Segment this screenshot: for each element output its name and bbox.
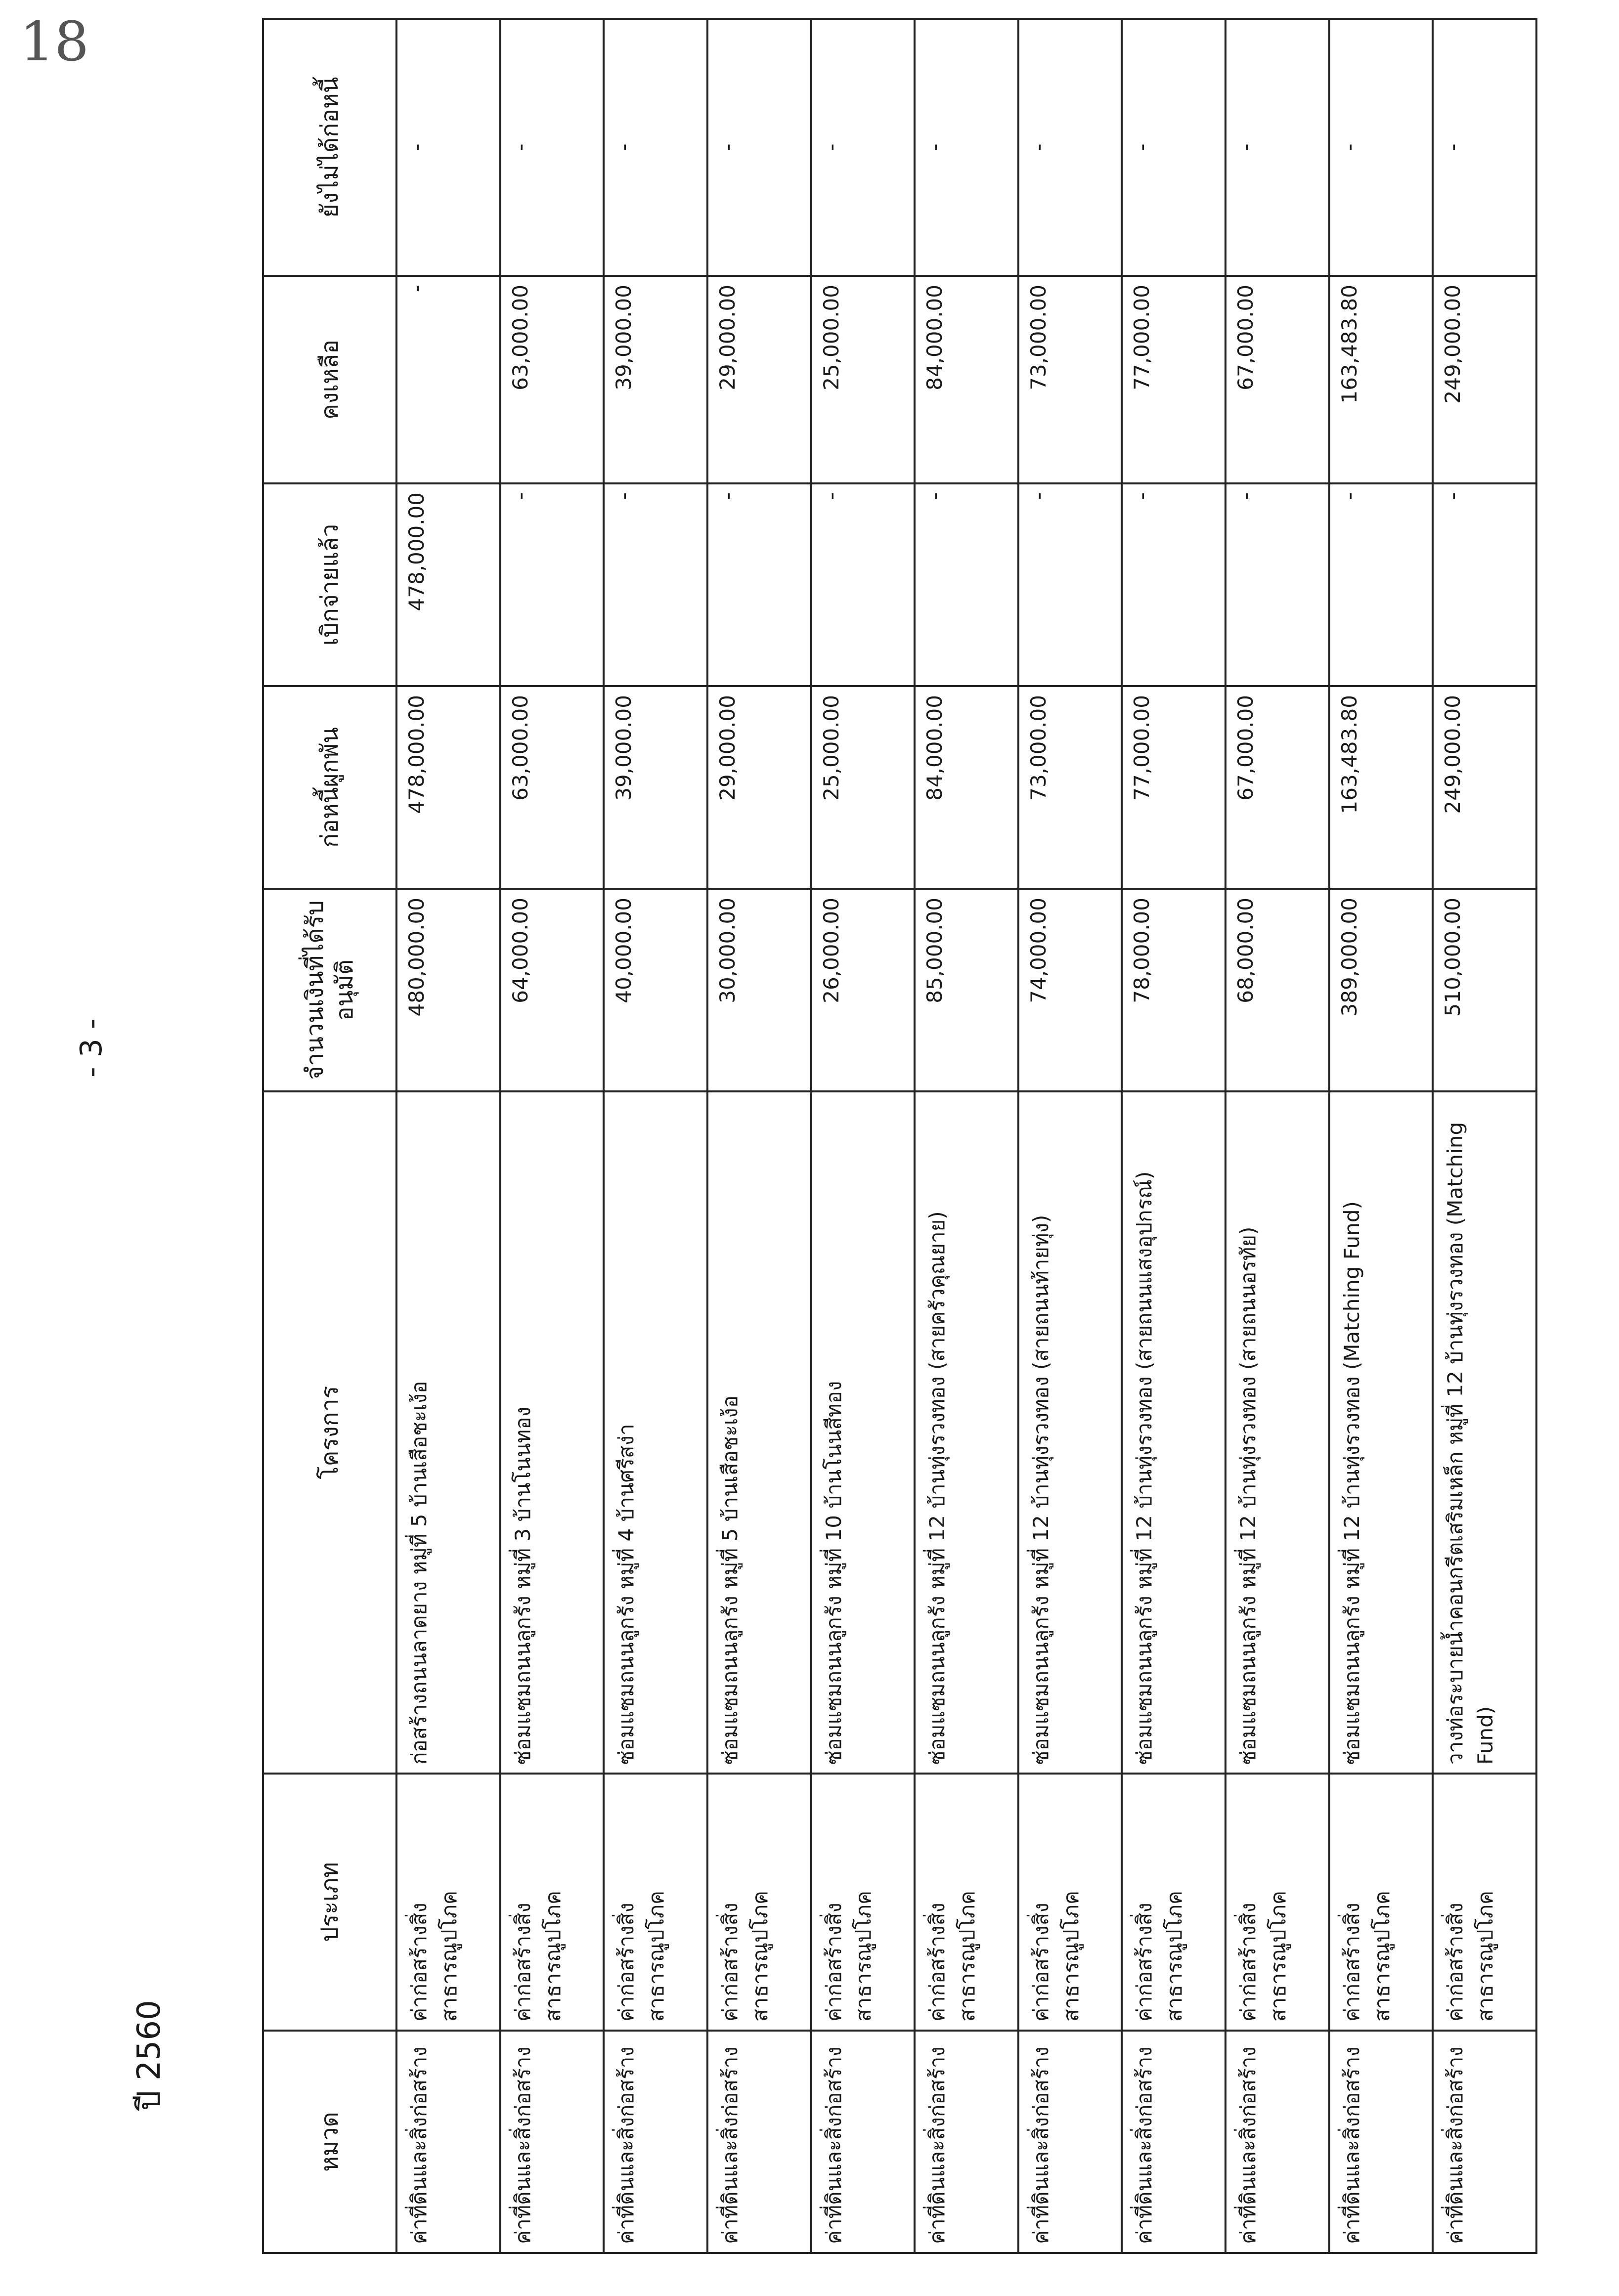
cell-category: ค่าที่ดินและสิ่งก่อสร้าง (1018, 2031, 1122, 2253)
table-row (1433, 19, 1536, 2253)
cell-disbursed: - (915, 483, 1018, 686)
cell-approved: 30,000.00 (707, 889, 811, 1091)
header-disbursed: เบิกจ่ายแล้ว (263, 483, 396, 686)
cell-committed: 73,000.00 (1018, 686, 1122, 889)
cell-committed: 163,483.80 (1329, 686, 1433, 889)
cell-type: ค่าก่อสร้างสิ่งสาธารณูปโภค (1329, 1774, 1433, 2031)
cell-disbursed: - (811, 483, 915, 686)
cell-category: ค่าที่ดินและสิ่งก่อสร้าง (1225, 2031, 1329, 2253)
cell-not-committed: - (811, 19, 915, 276)
table-row (500, 19, 604, 2253)
cell-remaining: 29,000.00 (707, 276, 811, 483)
table-row (1122, 19, 1225, 2253)
cell-remaining: 63,000.00 (500, 276, 604, 483)
cell-type: ค่าก่อสร้างสิ่งสาธารณูปโภค (1122, 1774, 1225, 2031)
cell-disbursed: - (1329, 483, 1433, 686)
table-row (604, 19, 707, 2253)
cell-not-committed: - (604, 19, 707, 276)
cell-remaining: 84,000.00 (915, 276, 1018, 483)
header-not-committed: ยังไม่ได้ก่อหนี้ (263, 19, 396, 276)
cell-not-committed: - (1433, 19, 1536, 276)
cell-remaining: 67,000.00 (1225, 276, 1329, 483)
cell-approved: 85,000.00 (915, 889, 1018, 1091)
cell-committed: 84,000.00 (915, 686, 1018, 889)
cell-approved: 64,000.00 (500, 889, 604, 1091)
cell-not-committed: - (1018, 19, 1122, 276)
cell-committed: 25,000.00 (811, 686, 915, 889)
cell-remaining: 39,000.00 (604, 276, 707, 483)
cell-not-committed: - (396, 19, 500, 276)
table-row (1329, 19, 1433, 2253)
cell-remaining: 73,000.00 (1018, 276, 1122, 483)
cell-not-committed: - (500, 19, 604, 276)
cell-disbursed: - (707, 483, 811, 686)
header-project: โครงการ (263, 1091, 396, 1774)
cell-approved: 78,000.00 (1122, 889, 1225, 1091)
cell-remaining: - (396, 276, 500, 483)
cell-type: ค่าก่อสร้างสิ่งสาธารณูปโภค (811, 1774, 915, 2031)
cell-category: ค่าที่ดินและสิ่งก่อสร้าง (396, 2031, 500, 2253)
cell-category: ค่าที่ดินและสิ่งก่อสร้าง (707, 2031, 811, 2253)
cell-category: ค่าที่ดินและสิ่งก่อสร้าง (1329, 2031, 1433, 2253)
cell-project: วางท่อระบายน้ำคอนกรีตเสริมเหล็ก หมู่ที่ 12 บ้านทุ่งรวงทอง (Matching Fund) (1433, 1091, 1536, 1774)
cell-category: ค่าที่ดินและสิ่งก่อสร้าง (811, 2031, 915, 2253)
cell-project: ซ่อมแซมถนนลูกรัง หมู่ที่ 4 บ้านศรีสง่า (604, 1091, 707, 1774)
table-row (707, 19, 811, 2253)
cell-committed: 67,000.00 (1225, 686, 1329, 889)
cell-disbursed: - (1018, 483, 1122, 686)
cell-type: ค่าก่อสร้างสิ่งสาธารณูปโภค (1225, 1774, 1329, 2031)
page-number: - 3 - (74, 1018, 109, 1078)
cell-type: ค่าก่อสร้างสิ่งสาธารณูปโภค (915, 1774, 1018, 2031)
cell-committed: 77,000.00 (1122, 686, 1225, 889)
header-committed: ก่อหนี้ผูกพัน (263, 686, 396, 889)
cell-approved: 389,000.00 (1329, 889, 1433, 1091)
cell-committed: 249,000.00 (1433, 686, 1536, 889)
cell-disbursed: 478,000.00 (396, 483, 500, 686)
header-approved: จำนวนเงินที่ได้รับอนุมัติ (263, 889, 396, 1091)
cell-disbursed: - (1225, 483, 1329, 686)
header-remaining: คงเหลือ (263, 276, 396, 483)
cell-project: ซ่อมแซมถนนลูกรัง หมู่ที่ 10 บ้านโนนสีทอง (811, 1091, 915, 1774)
cell-remaining: 249,000.00 (1433, 276, 1536, 483)
cell-approved: 510,000.00 (1433, 889, 1536, 1091)
table-header-row (263, 19, 396, 2253)
handwritten-page-note: 18 (20, 10, 89, 73)
rotated-table-wrapper (262, 20, 1537, 2254)
cell-type: ค่าก่อสร้างสิ่งสาธารณูปโภค (707, 1774, 811, 2031)
cell-project: ซ่อมแซมถนนลูกรัง หมู่ที่ 3 บ้านโนนทอง (500, 1091, 604, 1774)
cell-category: ค่าที่ดินและสิ่งก่อสร้าง (1122, 2031, 1225, 2253)
cell-committed: 478,000.00 (396, 686, 500, 889)
cell-type: ค่าก่อสร้างสิ่งสาธารณูปโภค (500, 1774, 604, 2031)
cell-not-committed: - (1225, 19, 1329, 276)
cell-project: ซ่อมแซมถนนลูกรัง หมู่ที่ 12 บ้านทุ่งรวงทอง (สายถนนแสงอุปกรณ์) (1122, 1091, 1225, 1774)
cell-committed: 63,000.00 (500, 686, 604, 889)
cell-category: ค่าที่ดินและสิ่งก่อสร้าง (500, 2031, 604, 2253)
header-category: หมวด (263, 2031, 396, 2253)
cell-not-committed: - (1122, 19, 1225, 276)
cell-type: ค่าก่อสร้างสิ่งสาธารณูปโภค (396, 1774, 500, 2031)
cell-project: ซ่อมแซมถนนลูกรัง หมู่ที่ 12 บ้านทุ่งรวงทอง (สายครัวคุณยาย) (915, 1091, 1018, 1774)
cell-not-committed: - (915, 19, 1018, 276)
cell-project: ซ่อมแซมถนนลูกรัง หมู่ที่ 5 บ้านเสือชะเง้อ (707, 1091, 811, 1774)
budget-table (262, 18, 1537, 2254)
cell-type: ค่าก่อสร้างสิ่งสาธารณูปโภค (1018, 1774, 1122, 2031)
table-row (1225, 19, 1329, 2253)
cell-project: ซ่อมแซมถนนลูกรัง หมู่ที่ 12 บ้านทุ่งรวงทอง (Matching Fund) (1329, 1091, 1433, 1774)
cell-remaining: 25,000.00 (811, 276, 915, 483)
cell-disbursed: - (1122, 483, 1225, 686)
header-type: ประเภท (263, 1774, 396, 2031)
cell-approved: 26,000.00 (811, 889, 915, 1091)
table-row (1018, 19, 1122, 2253)
cell-type: ค่าก่อสร้างสิ่งสาธารณูปโภค (604, 1774, 707, 2031)
cell-disbursed: - (1433, 483, 1536, 686)
cell-category: ค่าที่ดินและสิ่งก่อสร้าง (604, 2031, 707, 2253)
cell-category: ค่าที่ดินและสิ่งก่อสร้าง (1433, 2031, 1536, 2253)
cell-approved: 68,000.00 (1225, 889, 1329, 1091)
cell-committed: 29,000.00 (707, 686, 811, 889)
cell-approved: 74,000.00 (1018, 889, 1122, 1091)
cell-disbursed: - (500, 483, 604, 686)
cell-type: ค่าก่อสร้างสิ่งสาธารณูปโภค (1433, 1774, 1536, 2031)
cell-category: ค่าที่ดินและสิ่งก่อสร้าง (915, 2031, 1018, 2253)
cell-committed: 39,000.00 (604, 686, 707, 889)
year-label: ปี 2560 (131, 2000, 168, 2111)
table-row (811, 19, 915, 2253)
cell-project: ก่อสร้างถนนลาดยาง หมู่ที่ 5 บ้านเสือชะเง้อ (396, 1091, 500, 1774)
cell-not-committed: - (1329, 19, 1433, 276)
cell-project: ซ่อมแซมถนนลูกรัง หมู่ที่ 12 บ้านทุ่งรวงทอง (สายถนนอรทัย) (1225, 1091, 1329, 1774)
cell-disbursed: - (604, 483, 707, 686)
table-row (915, 19, 1018, 2253)
cell-approved: 480,000.00 (396, 889, 500, 1091)
cell-approved: 40,000.00 (604, 889, 707, 1091)
cell-project: ซ่อมแซมถนนลูกรัง หมู่ที่ 12 บ้านทุ่งรวงทอง (สายถนนท้ายทุ่ง) (1018, 1091, 1122, 1774)
cell-remaining: 163,483.80 (1329, 276, 1433, 483)
cell-remaining: 77,000.00 (1122, 276, 1225, 483)
table-row (396, 19, 500, 2253)
cell-not-committed: - (707, 19, 811, 276)
